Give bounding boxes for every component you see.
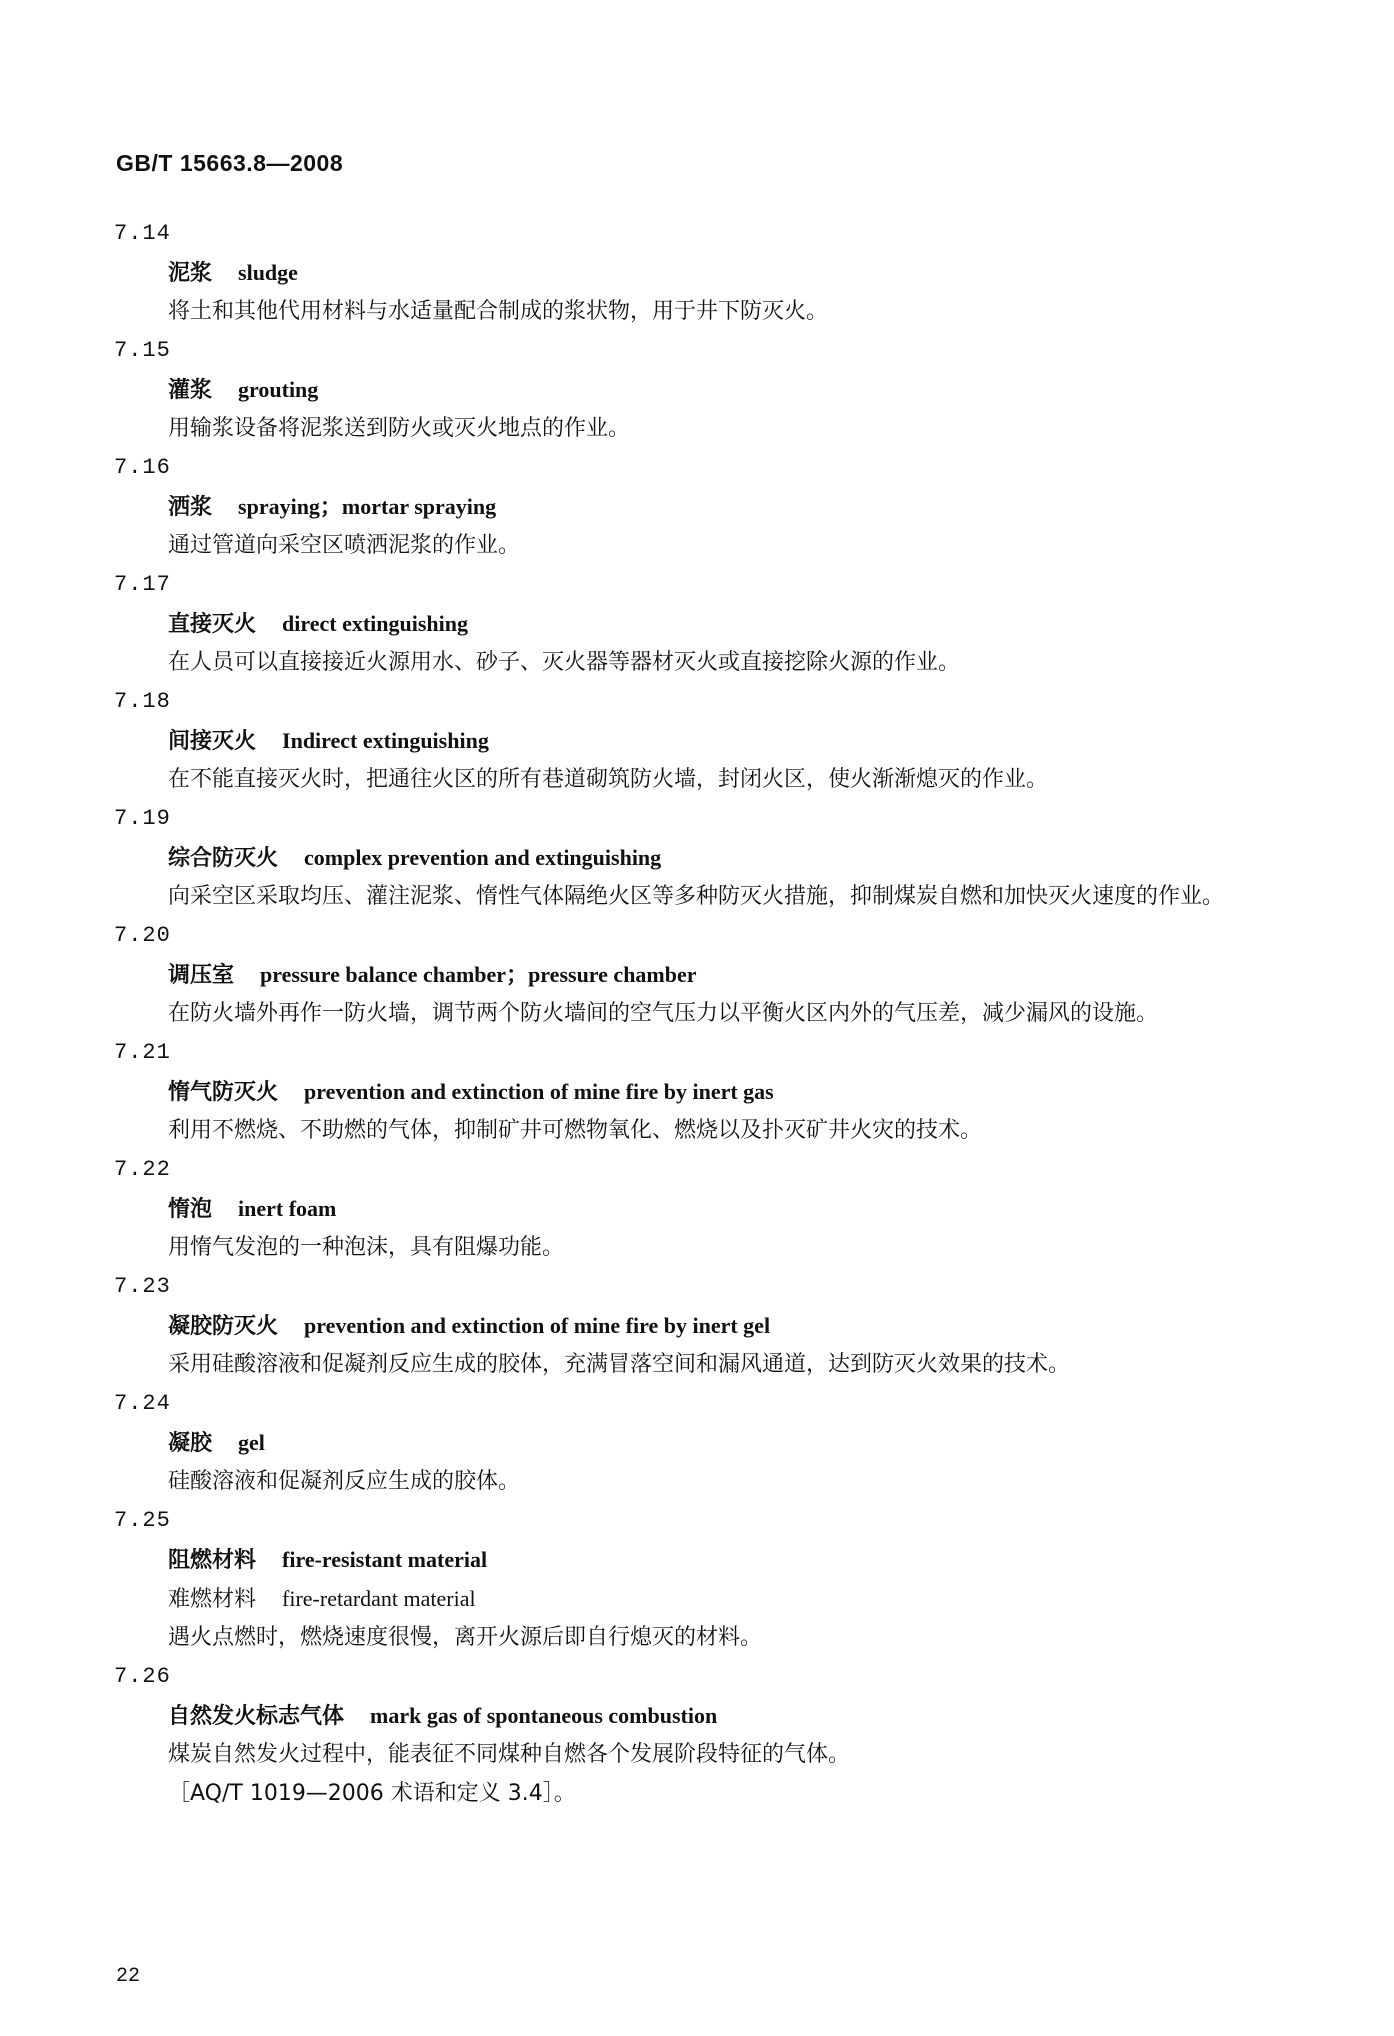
- term-zh: 直接灭火: [168, 612, 257, 637]
- term-en: grouting: [238, 377, 319, 402]
- term-number: 7.18: [114, 689, 171, 714]
- term-number: 7.20: [114, 923, 171, 948]
- term-zh: 综合防灭火: [168, 846, 279, 871]
- term-heading: [114, 1540, 1254, 1579]
- term-number: 7.19: [114, 806, 171, 831]
- term-zh: 泥浆: [168, 261, 213, 286]
- term-zh: 间接灭火: [168, 729, 257, 754]
- term-zh: 惰气防灭火: [168, 1080, 279, 1105]
- term-number: 7.23: [114, 1274, 171, 1299]
- term-entry-7-23: [114, 1267, 1254, 1384]
- term-en: direct extinguishing: [282, 611, 469, 636]
- term-number: 7.24: [114, 1391, 171, 1416]
- term-entry-7-15: [114, 331, 1254, 448]
- term-list: [114, 214, 1254, 1813]
- term-definition: 利用不燃烧、不助燃的气体，抑制矿井可燃物氧化、燃烧以及扑灭矿井火灾的技术。: [168, 1118, 983, 1143]
- term-definition: 将土和其他代用材料与水适量配合制成的浆状物，用于井下防灭火。: [168, 299, 829, 324]
- term-heading: [114, 253, 1254, 292]
- term-heading: [114, 1189, 1254, 1228]
- term-alternative: [114, 1579, 1254, 1618]
- term-definition: 在人员可以直接接近火源用水、砂子、灭火器等器材灭火或直接挖除火源的作业。: [168, 650, 961, 675]
- term-entry-7-21: [114, 1033, 1254, 1150]
- term-zh: 阻燃材料: [168, 1548, 257, 1573]
- term-en: pressure balance chamber；pressure chamber: [260, 962, 697, 987]
- term-heading: [114, 721, 1254, 760]
- term-number: 7.17: [114, 572, 171, 597]
- term-number: 7.16: [114, 455, 171, 480]
- term-definition: 采用硅酸溶液和促凝剂反应生成的胶体，充满冒落空间和漏风通道，达到防灭火效果的技术。: [168, 1352, 1071, 1377]
- term-zh: 凝胶防灭火: [168, 1314, 279, 1339]
- term-heading: [114, 955, 1254, 994]
- term-en: sludge: [238, 260, 298, 285]
- term-en: prevention and extinction of mine fire by inert gas: [304, 1079, 774, 1104]
- term-number: 7.22: [114, 1157, 171, 1182]
- term-heading: [114, 487, 1254, 526]
- term-zh: 凝胶: [168, 1431, 213, 1456]
- term-entry-7-22: [114, 1150, 1254, 1267]
- term-en: mark gas of spontaneous combustion: [370, 1703, 718, 1728]
- alt-term-zh: 难燃材料: [168, 1587, 257, 1612]
- term-heading: [114, 604, 1254, 643]
- term-heading: [114, 1306, 1254, 1345]
- term-definition: 煤炭自然发火过程中，能表征不同煤种自燃各个发展阶段特征的气体。: [168, 1742, 851, 1767]
- term-number: 7.21: [114, 1040, 171, 1065]
- term-en: inert foam: [238, 1196, 337, 1221]
- term-number: 7.14: [114, 221, 171, 246]
- term-definition: 在不能直接灭火时，把通往火区的所有巷道砌筑防火墙，封闭火区，使火渐渐熄灭的作业。: [168, 767, 1049, 792]
- term-heading: [114, 1696, 1254, 1735]
- term-zh: 调压室: [168, 963, 235, 988]
- term-en: prevention and extinction of mine fire by inert gel: [304, 1313, 771, 1338]
- term-heading: [114, 1423, 1254, 1462]
- term-heading: [114, 838, 1254, 877]
- term-entry-7-17: [114, 565, 1254, 682]
- term-entry-7-20: [114, 916, 1254, 1033]
- term-definition: 向采空区采取均压、灌注泥浆、惰性气体隔绝火区等多种防灭火措施，抑制煤炭自燃和加快灭火速度的作业。: [168, 884, 1225, 909]
- term-entry-7-14: [114, 214, 1254, 331]
- term-en: Indirect extinguishing: [282, 728, 489, 753]
- term-number: 7.26: [114, 1664, 171, 1689]
- term-en: fire-resistant material: [282, 1547, 488, 1572]
- term-entry-7-18: [114, 682, 1254, 799]
- standard-id: GB/T 15663.8—2008: [116, 150, 344, 176]
- page-number: 22: [116, 1965, 141, 1988]
- term-zh: 自然发火标志气体: [168, 1704, 345, 1729]
- term-number: 7.25: [114, 1508, 171, 1533]
- term-en: complex prevention and extinguishing: [304, 845, 662, 870]
- alt-term-en: fire-retardant material: [282, 1586, 476, 1611]
- term-entry-7-19: [114, 799, 1254, 916]
- term-reference: ［AQ/T 1019—2006 术语和定义 3.4］。: [168, 1781, 576, 1806]
- term-heading: [114, 370, 1254, 409]
- term-en: spraying；mortar spraying: [238, 494, 497, 519]
- term-definition: 在防火墙外再作一防火墙，调节两个防火墙间的空气压力以平衡火区内外的气压差，减少漏风的设施。: [168, 1001, 1159, 1026]
- term-definition: 用输浆设备将泥浆送到防火或灭火地点的作业。: [168, 416, 631, 441]
- term-definition: 通过管道向采空区喷洒泥浆的作业。: [168, 533, 521, 558]
- term-number: 7.15: [114, 338, 171, 363]
- term-definition: 遇火点燃时，燃烧速度很慢，离开火源后即自行熄灭的材料。: [168, 1625, 763, 1650]
- term-entry-7-24: [114, 1384, 1254, 1501]
- term-heading: [114, 1072, 1254, 1111]
- term-entry-7-25: [114, 1501, 1254, 1657]
- term-definition: 硅酸溶液和促凝剂反应生成的胶体。: [168, 1469, 521, 1494]
- term-entry-7-16: [114, 448, 1254, 565]
- term-zh: 灌浆: [168, 378, 213, 403]
- term-zh: 惰泡: [168, 1197, 213, 1222]
- term-en: gel: [238, 1430, 265, 1455]
- term-entry-7-26: [114, 1657, 1254, 1813]
- term-definition: 用惰气发泡的一种泡沫，具有阻爆功能。: [168, 1235, 565, 1260]
- term-zh: 洒浆: [168, 495, 213, 520]
